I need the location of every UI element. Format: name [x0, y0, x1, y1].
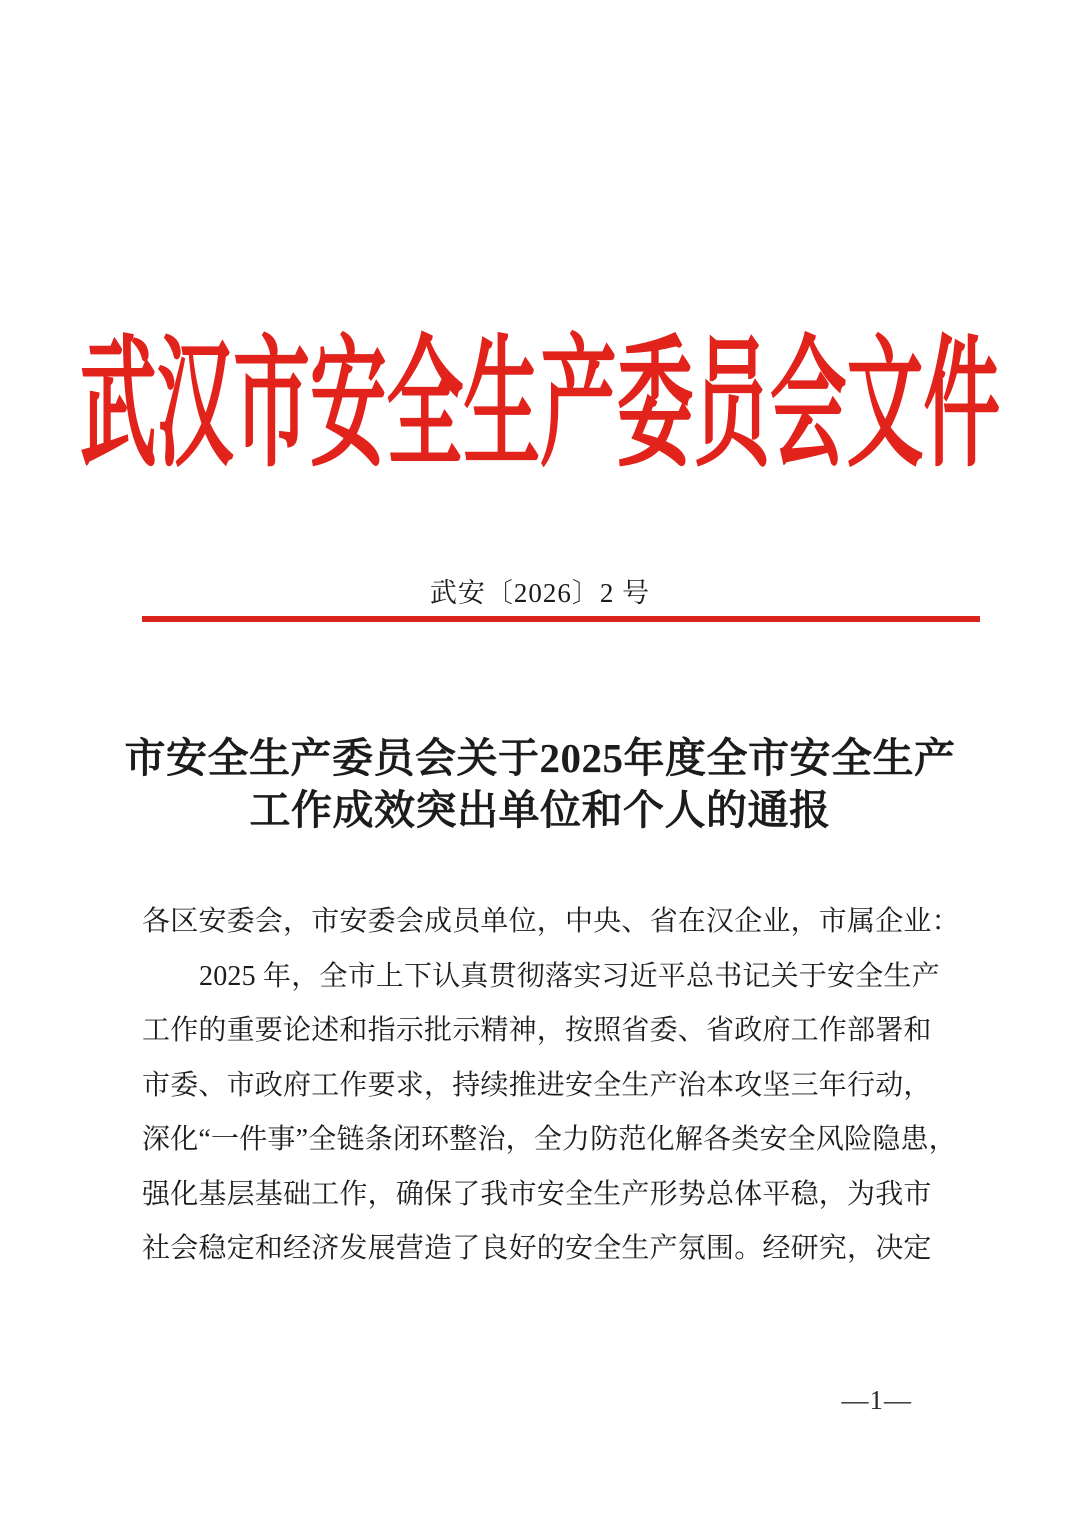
page-number: —1—	[841, 1385, 912, 1415]
body-line: 2025 年，全市上下认真贯彻落实习近平总书记关于安全生产	[199, 960, 940, 992]
document-title	[90, 732, 990, 836]
red-divider-rule	[142, 616, 980, 622]
document-title-line2: 工作成效突出单位和个人的通报	[249, 787, 831, 833]
document-reference-number: 武安〔2026〕2 号	[429, 578, 651, 608]
body-line: 强化基层基础工作，确保了我市安全生产形势总体平稳，为我市	[142, 1178, 932, 1210]
document-title-line1: 市安全生产委员会关于2025年度全市安全生产	[124, 735, 956, 781]
body-line: 工作的重要论述和指示批示精神，按照省委、省政府工作部署和	[142, 1015, 932, 1046]
body-line: 社会稳定和经济发展营造了良好的安全生产氛围。经研究，决定	[142, 1233, 932, 1264]
body-line: 市委、市政府工作要求，持续推进安全生产治本攻坚三年行动，	[142, 1069, 932, 1101]
issuing-org-title: 武汉市安全生产委员会文件	[79, 326, 1001, 484]
body-line: 深化“一件事”全链条闭环整治，全力防范化解各类安全风险隐患，	[142, 1124, 957, 1155]
red-header-banner	[0, 326, 1080, 484]
document-body	[142, 895, 960, 1277]
salutation-line: 各区安委会，市安委会成员单位，中央、省在汉企业，市属企业：	[142, 906, 960, 937]
